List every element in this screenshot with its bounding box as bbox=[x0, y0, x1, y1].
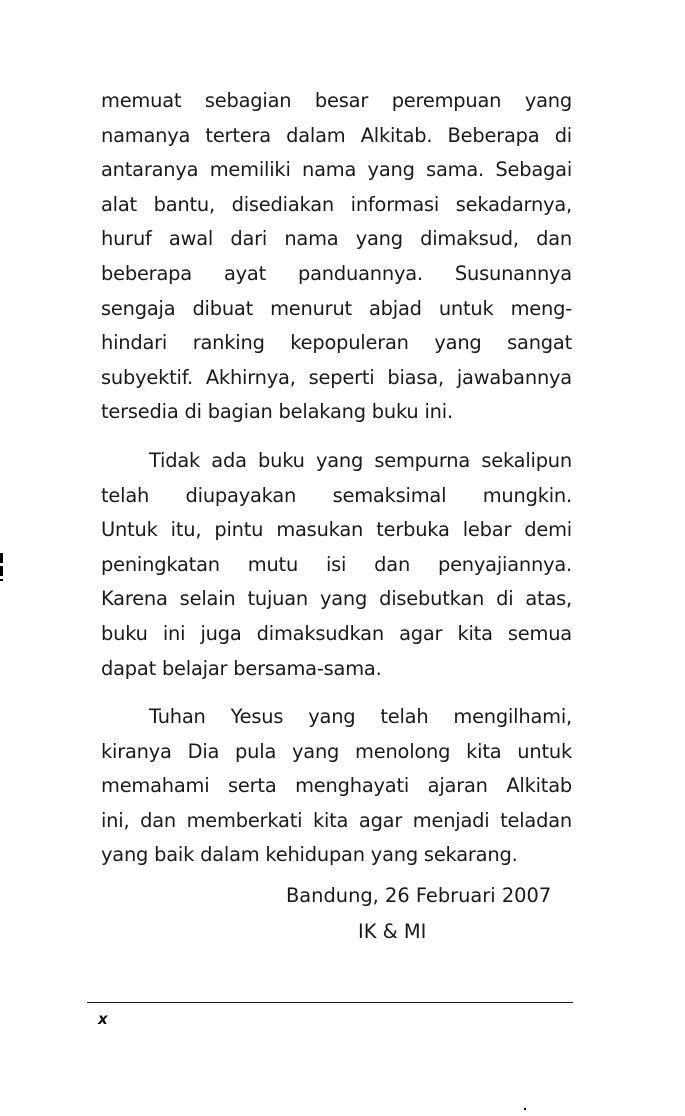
paragraph-1 bbox=[101, 84, 572, 430]
footer-rule bbox=[87, 1002, 573, 1003]
paragraph-3 bbox=[101, 700, 572, 873]
signature-authors: IK & MI bbox=[358, 920, 427, 943]
text-line: yang baik dalam kehidupan yang sekarang. bbox=[101, 843, 518, 867]
text-line: Karena selain tujuan yang disebutkan di atas, bbox=[101, 587, 572, 611]
text-line: memahami serta menghayati ajaran Alkitab bbox=[101, 774, 572, 798]
text-line: subyektif. Akhirnya, seperti biasa, jawabannya bbox=[101, 365, 572, 389]
text-line: namanya tertera dalam Alkitab. Beberapa di bbox=[101, 123, 572, 147]
text-line: buku ini juga dimaksudkan agar kita semua bbox=[101, 621, 572, 645]
text-line: hindari ranking kepopuleran yang sangat bbox=[101, 331, 572, 355]
text-line: peningkatan mutu isi dan penyajiannya. bbox=[101, 552, 572, 576]
text-line: kiranya Dia pula yang menolong kita untuk bbox=[101, 739, 572, 763]
page-number: x bbox=[98, 1010, 108, 1028]
text-line: memuat sebagian besar perempuan yang bbox=[101, 89, 572, 112]
text-line: dapat belajar bersama-sama. bbox=[101, 656, 382, 680]
scan-artifact-dot bbox=[524, 1108, 526, 1110]
signature-place-date: Bandung, 26 Februari 2007 bbox=[286, 884, 552, 907]
text-line: beberapa ayat panduannya. Susunannya bbox=[101, 261, 572, 285]
text-line: ini, dan memberkati kita agar menjadi teladan bbox=[101, 808, 572, 832]
text-line: sengaja dibuat menurut abjad untuk meng- bbox=[101, 296, 572, 320]
signature-block bbox=[270, 878, 580, 950]
text-line: huruf awal dari nama yang dimaksud, dan bbox=[101, 227, 572, 251]
text-line: alat bantu, disediakan informasi sekadarnya, bbox=[101, 192, 572, 216]
text-line: antaranya memiliki nama yang sama. Sebagai bbox=[101, 158, 572, 182]
text-line: Untuk itu, pintu masukan terbuka lebar demi bbox=[101, 518, 572, 542]
paragraph-2 bbox=[101, 444, 572, 686]
body-text bbox=[101, 84, 572, 873]
scan-artifact-mark bbox=[0, 553, 3, 581]
text-line: Tuhan Yesus yang telah mengilhami, bbox=[149, 705, 572, 729]
text-line: tersedia di bagian belakang buku ini. bbox=[101, 400, 453, 424]
text-line: Tidak ada buku yang sempurna sekalipun bbox=[149, 448, 572, 472]
text-line: telah diupayakan semaksimal mungkin. bbox=[101, 483, 572, 507]
